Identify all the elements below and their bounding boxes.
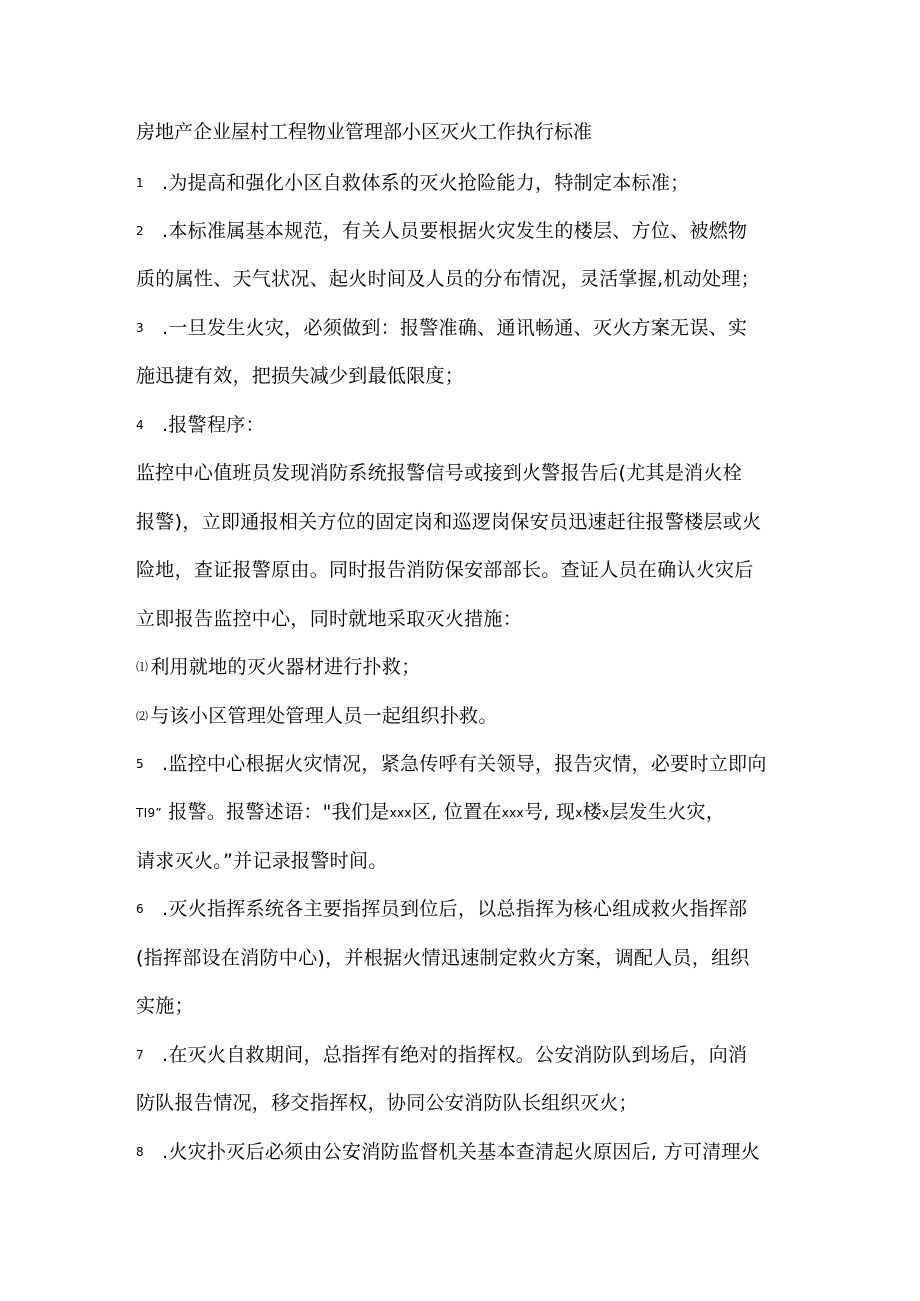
item-7-line-1: [136, 1043, 747, 1067]
item-5-number: 5: [136, 757, 144, 771]
item-4-paragraph-3: 险地，查证报警原由。同时报告消防保安部部长。查证人员在确认火灾后: [136, 559, 754, 581]
item-1-number: 1: [136, 176, 144, 190]
item-2-line-2: 质的属性、天气状况、起火时间及人员的分布情况，灵活掌握,机动处理；: [136, 268, 760, 290]
item-2-line-1: [136, 219, 747, 243]
item-3-text-1: .一旦发生火灾，必须做到：报警准确、通讯畅通、灭火方案无误、实: [162, 317, 748, 339]
item-8-number: 8: [136, 1145, 144, 1159]
item-7-text-1: .在灭火自救期间，总指挥有绝对的指挥权。公安消防队到场后，向消: [162, 1044, 748, 1066]
item-1-text: .为提高和强化小区自救体系的灭火抢险能力，特制定本标准；: [162, 172, 690, 194]
item-5-text-2c: 号, 现: [523, 801, 576, 823]
item-3-number: 3: [136, 321, 144, 335]
item-5-text-2b: 区, 位置在: [411, 801, 502, 823]
item-5-line-2: [136, 800, 725, 825]
phone-code: TI9”: [136, 806, 162, 820]
item-6-line-2: (指挥部设在消防中心)，并根据火情迅速制定救火方案，调配人员，组织: [136, 947, 750, 969]
item-5-text-2d: 楼: [582, 801, 602, 823]
item-5-text-1: .监控中心根据火灾情况，紧急传呼有关领导，报告灾情，必要时立即向: [162, 753, 767, 775]
item-4-text-1: .报警程序：: [162, 414, 265, 436]
item-1-line-1: [136, 171, 689, 195]
sub-2-text: 与该小区管理处管理人员一起组织扑救。: [150, 705, 498, 727]
sub-1-text: 利用就地的灭火器材进行扑救；: [150, 656, 421, 678]
item-6-line-3: 实施；: [136, 995, 194, 1017]
item-2-number: 2: [136, 224, 144, 238]
item-3-line-2: 施迅捷有效，把损失减少到最低限度；: [136, 365, 465, 387]
placeholder-floor: x: [601, 806, 610, 820]
item-6-text-1: .灭火指挥系统各主要指挥员到位后，以总指挥为核心组成救火指挥部: [162, 898, 748, 920]
item-7-number: 7: [136, 1048, 144, 1062]
sub-2-mark: ⑵: [136, 709, 149, 723]
item-8-line-1: [136, 1140, 760, 1164]
item-3-line-1: [136, 316, 747, 340]
item-4-paragraph-4: 立即报告监控中心，同时就地采取灭火措施：: [136, 608, 523, 630]
item-4-paragraph-2: 报警)，立即通报相关方位的固定岗和巡逻岗保安员迅速赶往报警楼层或火: [136, 511, 762, 533]
item-5-line-3: 请求灭火。”并记录报警时间。: [136, 850, 388, 872]
item-4-sub-2: [136, 704, 498, 728]
sub-1-mark: ⑴: [136, 660, 149, 674]
item-5-text-2e: 层发生火灾，: [609, 801, 726, 823]
item-4-number: 4: [136, 418, 144, 432]
placeholder-district: xxx: [389, 806, 412, 820]
item-2-text-1: .本标准属基本规范，有关人员要根据火灾发生的楼层、方位、被燃物: [162, 220, 748, 242]
item-4-line-1: [136, 413, 265, 437]
placeholder-number: xxx: [501, 806, 524, 820]
item-8-text-1: .火灾扑灭后必须由公安消防监督机关基本查清起火原因后, 方可清理火: [162, 1141, 761, 1163]
item-4-sub-1: [136, 655, 421, 679]
item-7-line-2: 防队报告情况，移交指挥权，协同公安消防队长组织灭火；: [136, 1092, 638, 1114]
item-5-line-1: [136, 752, 767, 776]
placeholder-building: x: [575, 806, 583, 820]
item-6-line-1: [136, 897, 747, 921]
item-5-text-2a: 报警。报警述语："我们是: [168, 801, 390, 823]
item-4-paragraph-1: 监控中心值班员发现消防系统报警信号或接到火警报告后(尤其是消火栓: [136, 462, 743, 484]
document-title: 房地产企业屋村工程物业管理部小区灭火工作执行标准: [136, 121, 593, 143]
item-6-number: 6: [136, 902, 144, 916]
